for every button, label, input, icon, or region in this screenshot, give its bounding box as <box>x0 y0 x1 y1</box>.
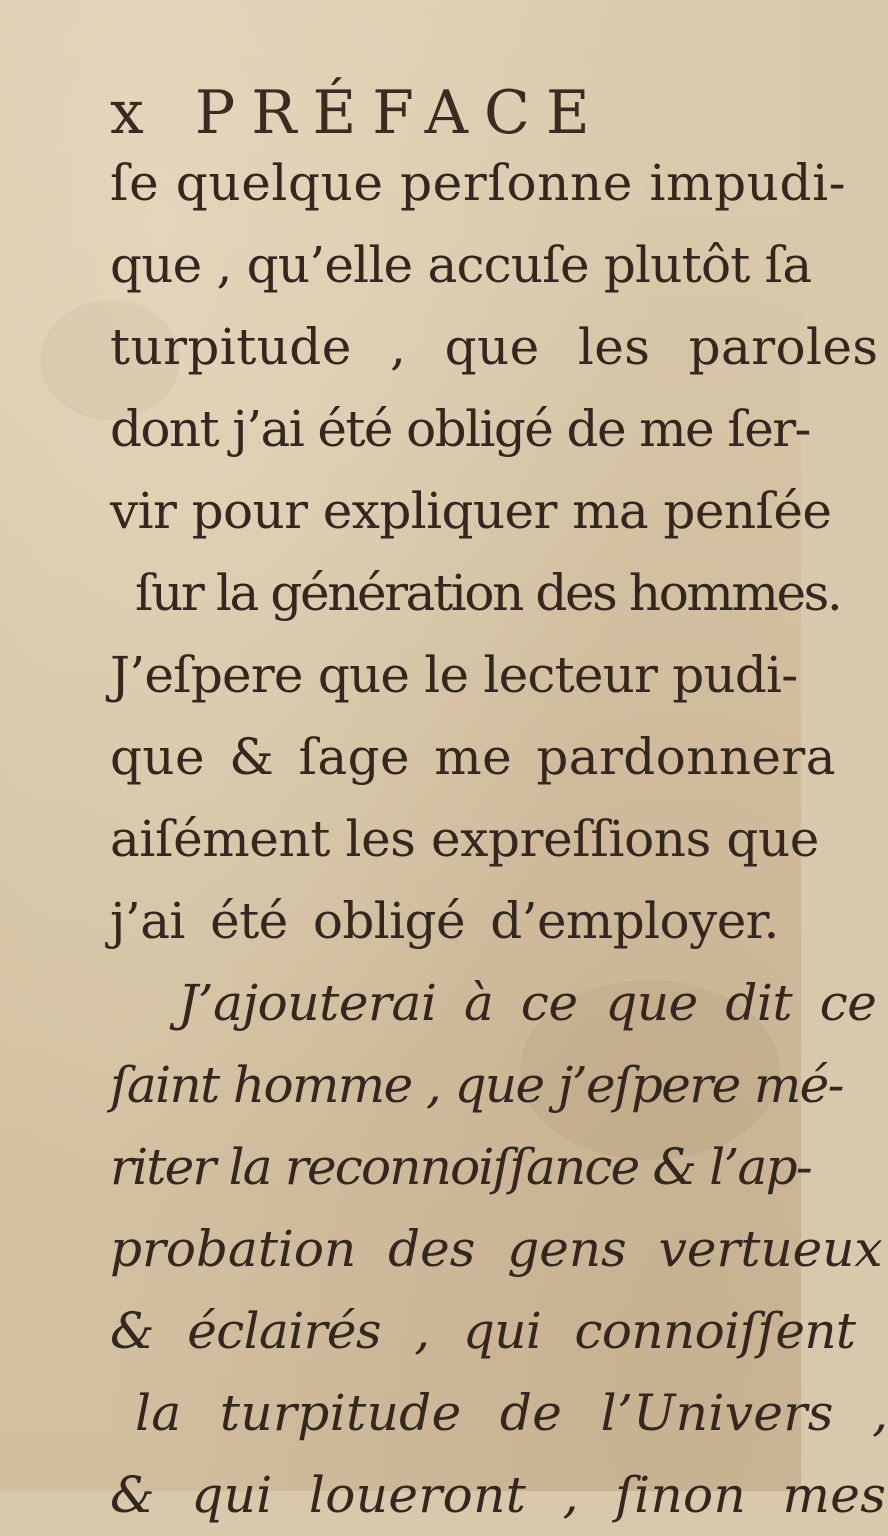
text-line-3: turpitude , que les paroles <box>110 318 879 376</box>
text-line-15: & éclairés , qui connoiſſent <box>110 1302 856 1360</box>
text-line-10: j’ai été obligé d’employer. <box>110 892 779 950</box>
text-line-11: J’ajouterai à ce que dit ce <box>178 974 877 1032</box>
text-line-13: riter la reconnoiſſance & l’ap- <box>110 1138 811 1196</box>
text-line-6: ſur la génération des hommes. <box>135 564 841 622</box>
text-line-17: & qui loueront , ſinon mes <box>110 1466 887 1524</box>
text-line-7: J’eſpere que le lecteur pudi- <box>110 646 798 704</box>
page-header: x PRÉFACE <box>110 78 606 148</box>
text-line-5: vir pour expliquer ma penſée <box>110 482 832 540</box>
text-line-16: la turpitude de l’Univers , <box>135 1384 888 1442</box>
text-line-14: probation des gens vertueux <box>110 1220 883 1278</box>
text-line-1: ſe quelque perſonne impudi- <box>110 154 847 212</box>
text-line-4: dont j’ai été obligé de me ſer- <box>110 400 810 458</box>
text-line-12: ſaint homme , que j’eſpere mé- <box>110 1056 843 1114</box>
text-line-2: que , qu’elle accuſe plutôt ſa <box>110 236 812 294</box>
text-line-9: aiſément les expreſſions que <box>110 810 819 868</box>
text-line-8: que & ſage me pardonnera <box>110 728 836 786</box>
